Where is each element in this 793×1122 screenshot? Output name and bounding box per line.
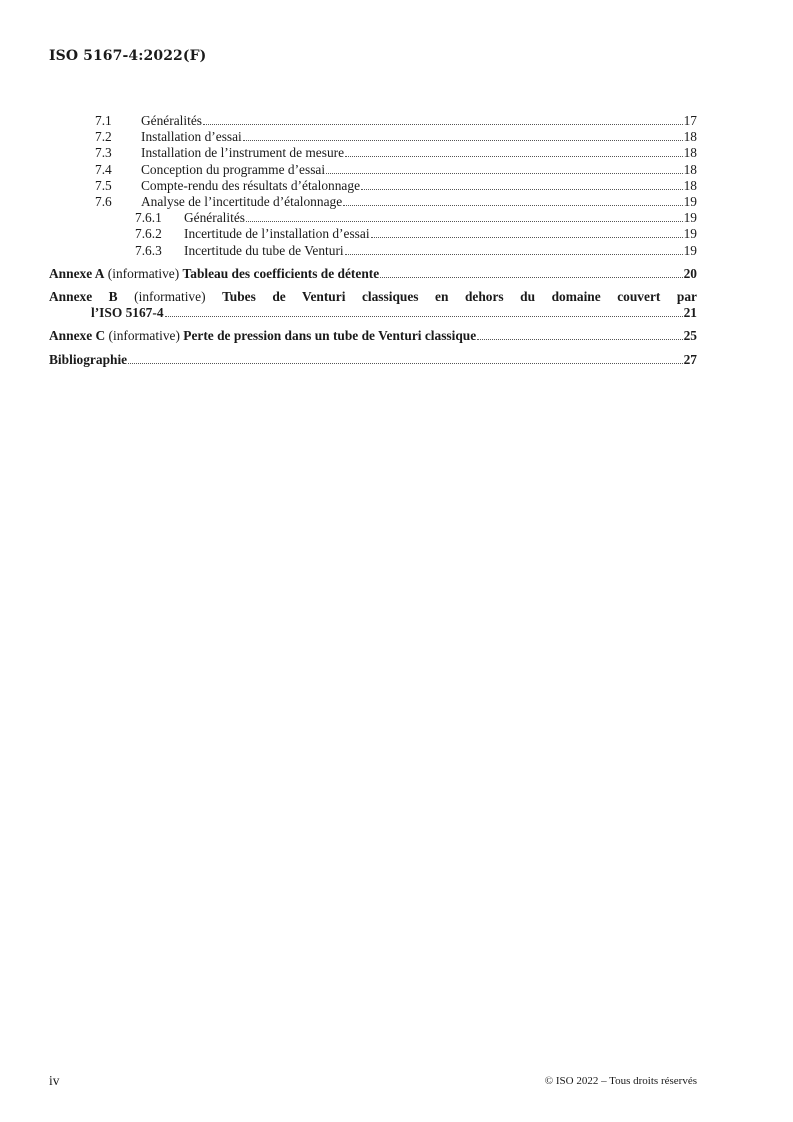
dot-leader [371, 237, 683, 238]
toc-entry-number: 7.6 [95, 193, 112, 209]
toc-entry-number: 7.2 [95, 129, 112, 145]
toc-entry-number: 7.1 [95, 113, 112, 128]
copyright-notice: © ISO 2022 – Tous droits réservés [544, 1075, 697, 1087]
toc-entry-annex-b[interactable] [49, 289, 697, 321]
toc-entry-7-6-2[interactable] [49, 226, 697, 242]
dot-leader [345, 156, 683, 157]
toc-entry-title: Incertitude du tube de Venturi [184, 242, 344, 258]
table-of-contents [49, 113, 697, 368]
toc-entry-page: 27 [683, 351, 697, 367]
dot-leader [128, 363, 682, 364]
dot-leader [380, 277, 682, 278]
toc-entry-7-2[interactable] [49, 129, 697, 145]
dot-leader [477, 339, 682, 340]
toc-entry-page: 19 [683, 193, 697, 209]
toc-entry-7-4[interactable] [49, 162, 697, 178]
annex-type: (informative) [107, 265, 180, 281]
toc-entry-7-1[interactable] [49, 113, 697, 129]
annex-title: Tubes de Venturi classiques en dehors du domaine couvert par [222, 288, 697, 304]
toc-entry-title: Généralités [141, 113, 202, 128]
toc-entry-page: 25 [683, 328, 697, 344]
dot-leader [345, 254, 683, 255]
dot-leader [326, 173, 683, 174]
toc-entry-page: 19 [683, 242, 697, 258]
annex-label: Annexe C [49, 328, 106, 344]
dot-leader [246, 221, 683, 222]
toc-entry-7-3[interactable] [49, 145, 697, 161]
dot-leader [165, 316, 683, 317]
document-header: ISO 5167-4:2022(F) [49, 48, 207, 64]
toc-entry-annex-c[interactable] [49, 328, 697, 344]
toc-entry-page: 21 [683, 305, 697, 321]
toc-entry-title: Généralités [184, 210, 245, 226]
toc-entry-page: 20 [683, 265, 697, 281]
dot-leader [361, 189, 683, 190]
toc-entry-7-6[interactable] [49, 194, 697, 210]
toc-entry-title: Conception du programme d’essai [141, 161, 326, 177]
toc-entry-7-5[interactable] [49, 178, 697, 194]
annex-title-continued: l’ISO 5167-4 [91, 305, 164, 321]
dot-leader [203, 124, 683, 125]
toc-entry-page: 18 [683, 177, 697, 193]
toc-entry-number: 7.5 [95, 177, 112, 193]
toc-entry-number: 7.6.2 [135, 226, 162, 242]
toc-entry-7-6-1[interactable] [49, 210, 697, 226]
toc-entry-title: Compte-rendu des résultats d’étalonnage [141, 177, 361, 193]
annex-label: Annexe A [49, 265, 105, 281]
dot-leader [343, 205, 682, 206]
bibliography-title: Bibliographie [49, 351, 128, 367]
toc-entry-number: 7.3 [95, 145, 112, 161]
page-number: iv [49, 1073, 60, 1088]
toc-entry-title: Installation d’essai [141, 129, 242, 145]
annex-label: Annexe B [49, 288, 118, 304]
toc-entry-annex-a[interactable] [49, 266, 697, 282]
dot-leader [243, 140, 683, 141]
toc-entry-page: 18 [683, 161, 697, 177]
toc-entry-title: Installation de l’instrument de mesure [141, 145, 345, 161]
toc-entry-number: 7.6.1 [135, 210, 162, 226]
toc-entry-7-6-3[interactable] [49, 243, 697, 259]
annex-type: (informative) [134, 288, 206, 304]
toc-entry-number: 7.4 [95, 161, 112, 177]
toc-entry-bibliography[interactable] [49, 352, 697, 368]
toc-entry-number: 7.6.3 [135, 242, 162, 258]
toc-entry-title: Analyse de l’incertitude d’étalonnage [141, 193, 343, 209]
annex-type: (informative) [108, 328, 180, 344]
toc-entry-title: Incertitude de l’installation d’essai [184, 226, 370, 242]
toc-entry-page: 19 [683, 210, 697, 226]
toc-entry-page: 17 [683, 113, 697, 128]
annex-title: Perte de pression dans un tube de Venturi classique [183, 328, 477, 344]
toc-entry-page: 18 [683, 129, 697, 145]
toc-entry-page: 19 [683, 226, 697, 242]
toc-entry-page: 18 [683, 145, 697, 161]
annex-title: Tableau des coefficients de détente [182, 265, 380, 281]
